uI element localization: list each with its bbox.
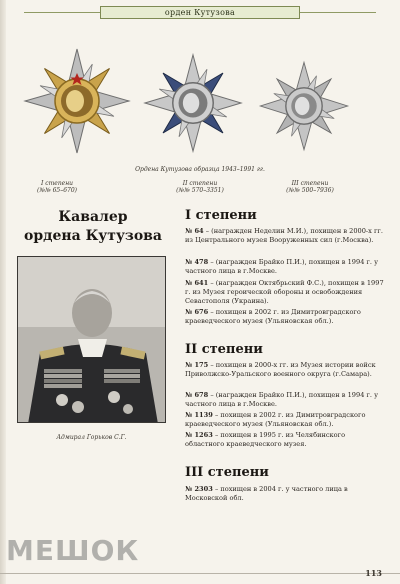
cavalier-title [18,208,168,246]
kutuzov-order-3rd-class-image [254,56,354,156]
entry-text: – похищен в 2002 г. из Димитровградского краеведческого музея (Ульяновская обл.). [185,308,361,325]
section-title-2nd-class: II степени [185,342,263,357]
entry-item [185,361,385,379]
kutuzov-order-1st-class-image [22,46,132,156]
medal-3rd-class-range: (№№ 500–7936) [286,187,334,194]
entry-item [185,227,385,245]
entry-item [185,485,385,503]
entry-item [185,258,385,276]
photo-caption: Адмирал Горьков С.Г. [56,434,127,441]
medal-label-1st [22,180,92,194]
entry-text: – похищен в 2004 г. у частного лица в Московской обл. [185,485,348,502]
medal-1st-class-range: (№№ 65–670) [36,187,78,194]
entry-number: № 1139 [185,411,213,419]
entry-item [185,308,385,326]
entry-number: № 2303 [185,485,213,493]
page-spine [0,0,6,584]
entry-item [185,411,385,429]
entry-text: – похищен в 2000-х гг. из Музея истории войск Приволжско-Уральского военного округа (г.Самара). [185,361,376,378]
entry-text: – похищен в 2002 г. из Димитровградского краеведческого музея (Ульяновская обл.). [185,411,366,428]
entry-text: – похищен в 1995 г. из Челябинского областного краеведческого музея. [185,431,346,448]
entry-text: – (награжден Неделин М.И.), похищен в 2000-х гг. из Центрального музея Вооруженных сил (г.Москва). [185,227,383,244]
watermark-logo: МЕШОК [6,534,140,567]
medals-caption: Ордена Кутузова образца 1943–1991 гг. [135,166,265,173]
entry-text: – (награжден Брайко П.И.), похищен в 1994 г. у частного лица в г.Москве. [185,391,379,408]
entry-item [185,431,385,449]
entry-item [185,279,385,306]
entry-number: № 64 [185,227,204,235]
entry-text: – (награжден Брайко П.И.), похищен в 1994 г. у частного лица в г.Москве. [185,258,379,275]
section-title-1st-class: I степени [185,208,257,223]
admiral-portrait-photo [17,256,166,423]
entry-number: № 678 [185,391,209,399]
kutuzov-order-2nd-class-image [140,50,246,156]
footer-rule [0,573,400,574]
entry-item [185,391,385,409]
cavalier-title-line1: Кавалер [58,209,128,225]
entry-number: № 641 [185,279,209,287]
medal-label-3rd [270,180,350,194]
entry-number: № 175 [185,361,209,369]
cavalier-title-line2: ордена Кутузова [24,228,162,244]
entry-number: № 676 [185,308,209,316]
page-number: 113 [365,568,382,578]
admiral-portrait-illustration [18,257,166,423]
medal-2nd-class-range: (№№ 570–3351) [176,187,224,194]
section-header [100,6,300,19]
medal-2nd-class-name: II степени [182,180,218,187]
section-header-title: орден Кутузова [164,8,236,17]
medal-1st-class-name: I степени [40,180,74,187]
section-title-3rd-class: III степени [185,465,269,480]
medal-3rd-class-name: III степени [291,180,329,187]
entry-number: № 478 [185,258,209,266]
entry-text: – (награжден Октябрьский Ф.С.), похищен в 1997 г. из Музея героической обороны и освобождения Севастополя (Украина). [185,279,384,305]
entry-number: № 1263 [185,431,213,439]
medal-label-2nd [160,180,240,194]
